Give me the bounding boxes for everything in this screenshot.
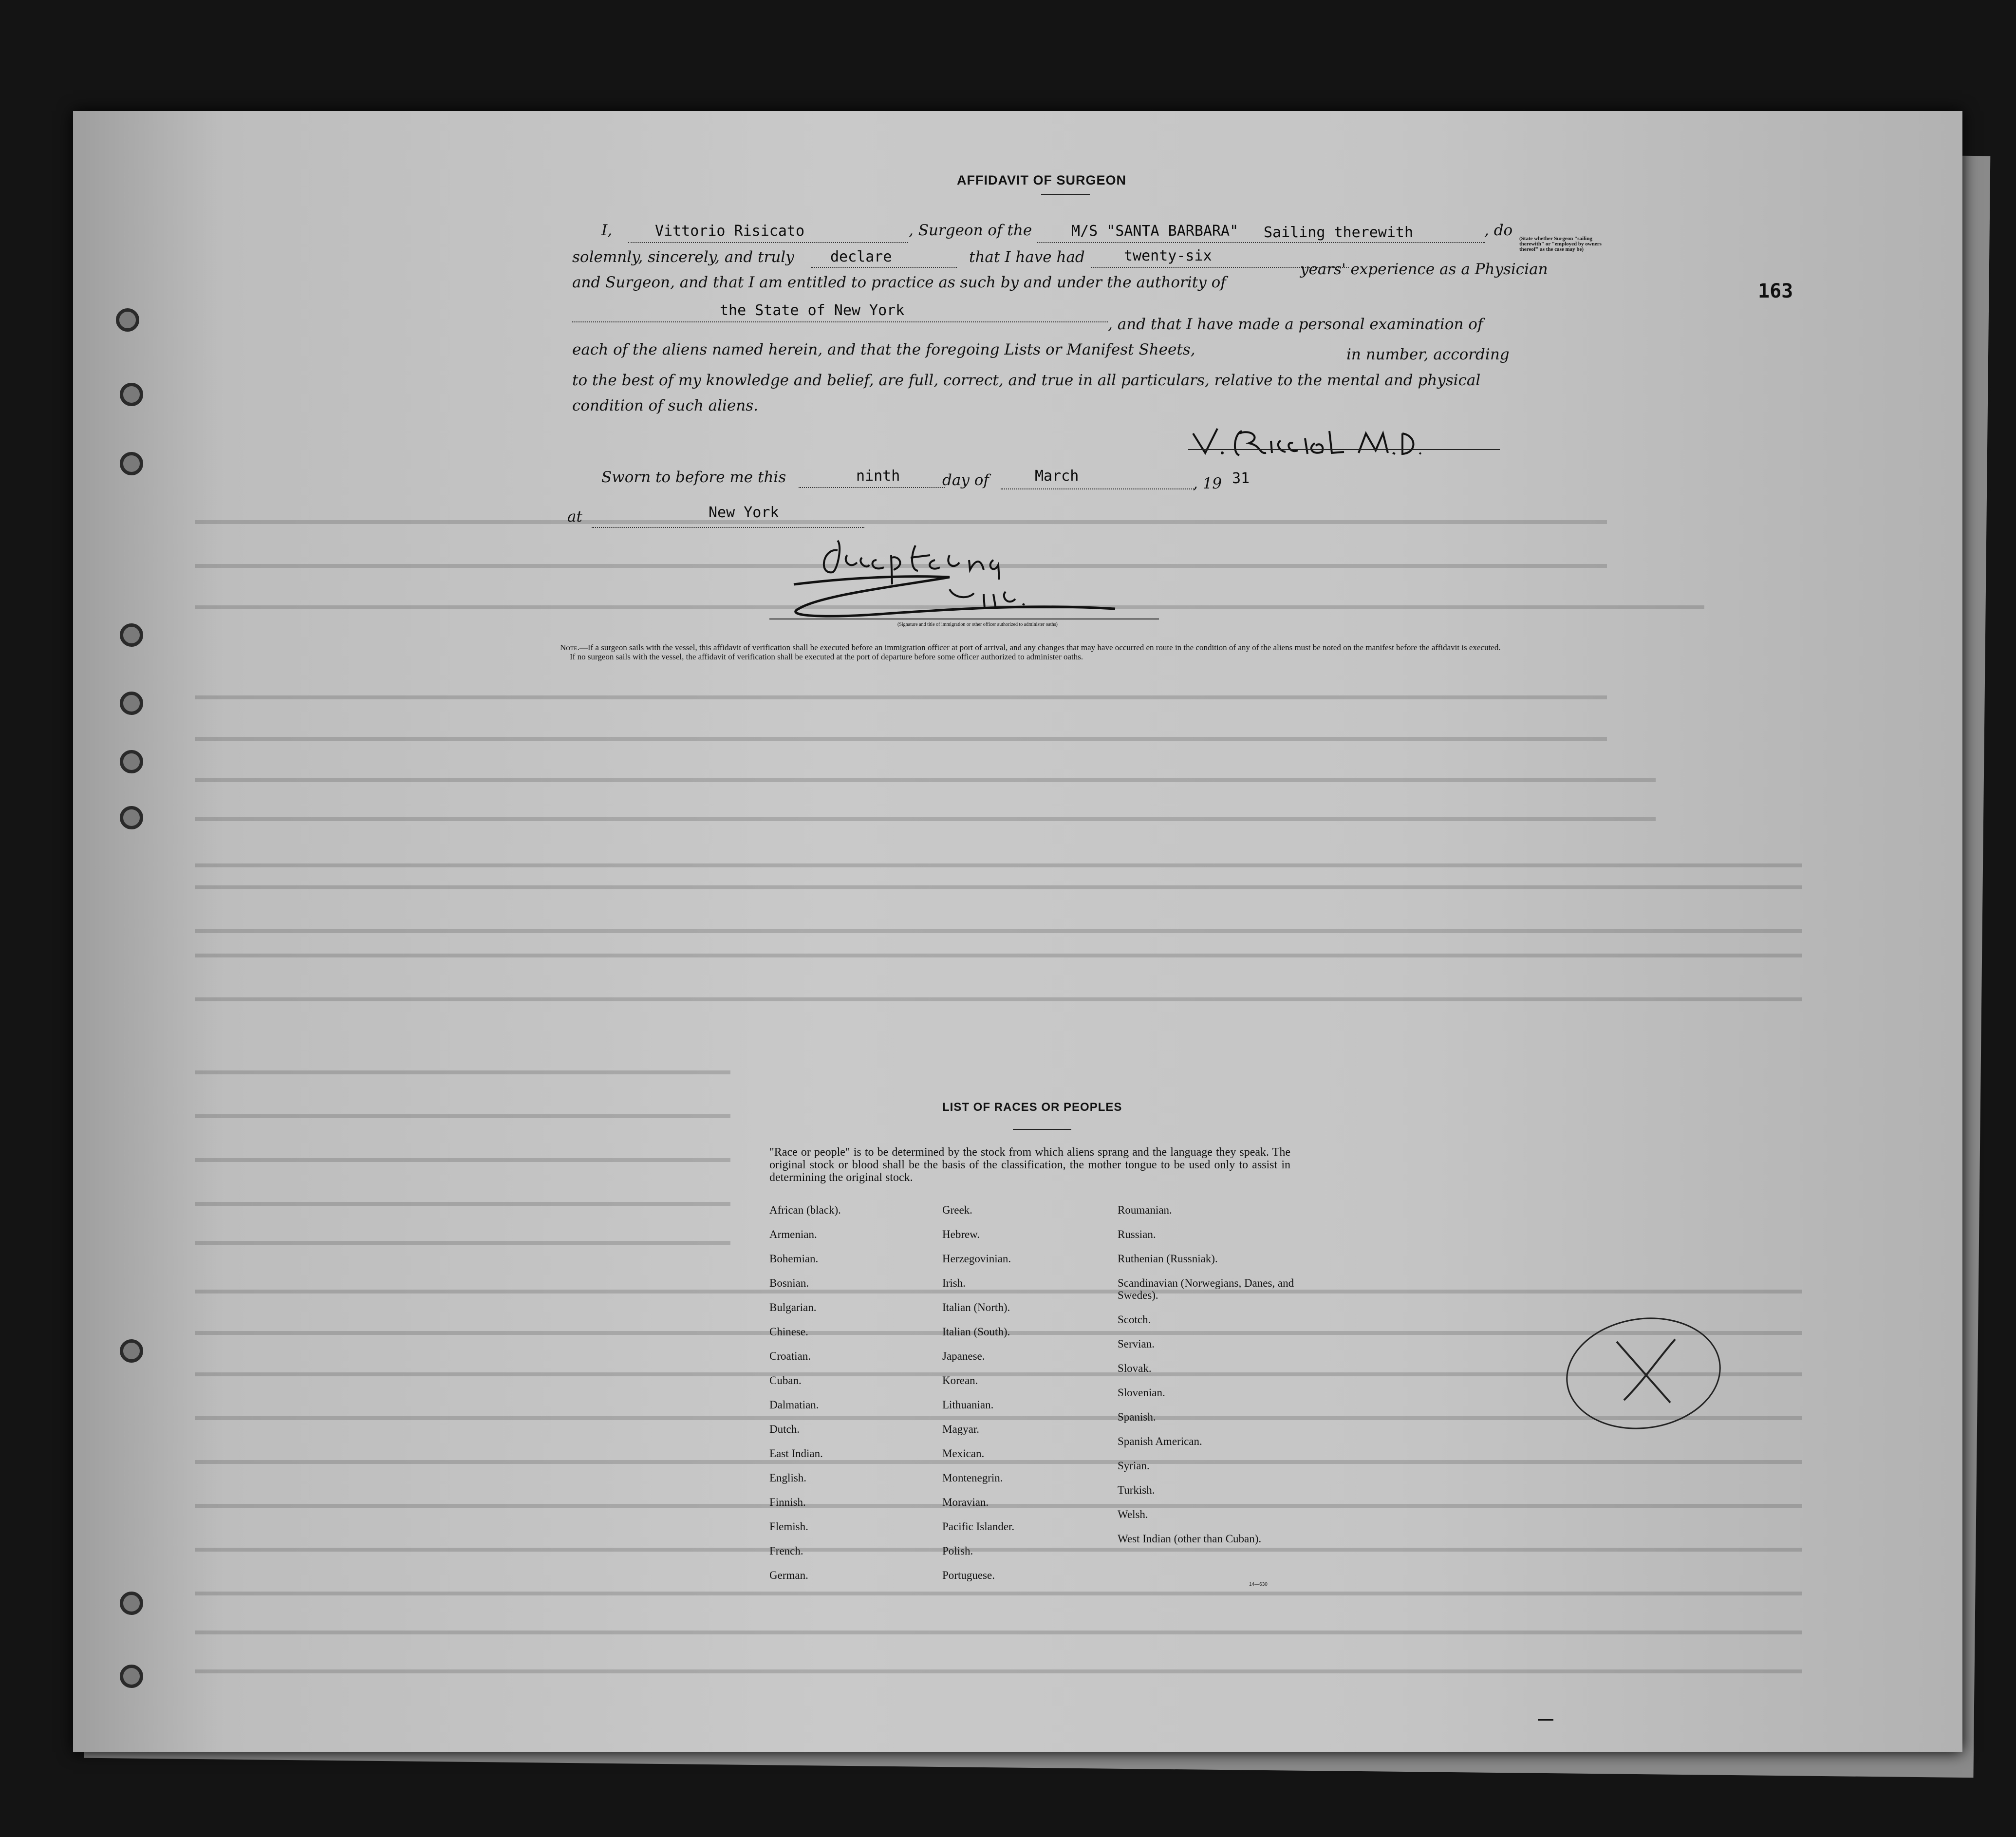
affidavit-l1-end: , do — [1484, 222, 1513, 239]
affidavit-l5-end: in number, according — [1346, 346, 1510, 363]
race-item: Croatian. — [769, 1350, 811, 1362]
race-item: Irish. — [942, 1277, 966, 1289]
affidavit-l3-end: years' experience as a Physician — [1300, 261, 1548, 278]
race-item: Armenian. — [769, 1228, 817, 1240]
race-item: Spanish. — [1118, 1411, 1156, 1423]
races-title-underline — [1013, 1129, 1071, 1130]
binder-hole — [120, 452, 143, 475]
race-item: French. — [769, 1545, 803, 1557]
page-number: 163 — [1758, 280, 1793, 302]
sworn-prefix: Sworn to before me this — [601, 469, 786, 486]
cut-mark — [1538, 1719, 1553, 1721]
race-item: Pacific Islander. — [942, 1520, 1015, 1533]
race-item: Magyar. — [942, 1423, 980, 1435]
affidavit-l6: to the best of my knowledge and belief, are full, correct, and true in all particulars, relative to the mental and physical — [572, 372, 1481, 389]
binder-hole — [120, 806, 143, 829]
race-item: Ruthenian (Russniak). — [1118, 1253, 1218, 1265]
race-item: Polish. — [942, 1545, 973, 1557]
form-code: 14—630 — [1249, 1582, 1268, 1587]
race-item: Turkish. — [1118, 1484, 1155, 1496]
race-item: Slovenian. — [1118, 1387, 1165, 1399]
race-item: Korean. — [942, 1374, 978, 1387]
binder-hole — [120, 1339, 143, 1363]
race-item: Roumanian. — [1118, 1204, 1172, 1216]
race-item: Moravian. — [942, 1496, 989, 1508]
surgeon-name: Vittorio Risicato — [655, 223, 805, 240]
fill-line — [1037, 242, 1485, 243]
race-item: Herzegovinian. — [942, 1253, 1011, 1265]
race-item: Dalmatian. — [769, 1399, 819, 1411]
races-column-3 — [1118, 1204, 1303, 1557]
affidavit-l1-mid: , Surgeon of the — [909, 222, 1032, 239]
sworn-day: ninth — [856, 468, 900, 485]
binder-hole — [120, 750, 143, 773]
race-item: Bulgarian. — [769, 1301, 817, 1313]
fill-line — [628, 242, 908, 243]
race-item: Cuban. — [769, 1374, 802, 1387]
race-item: Russian. — [1118, 1228, 1156, 1240]
binder-hole — [120, 692, 143, 715]
title-underline — [1041, 194, 1090, 195]
race-item: Flemish. — [769, 1520, 808, 1533]
race-item: Bosnian. — [769, 1277, 809, 1289]
affidavit-l2-start: solemnly, sincerely, and truly — [572, 248, 794, 266]
affidavit-l3-start: and Surgeon, and that I am entitled to practice as such by and under the authority of — [572, 274, 1226, 291]
binder-hole — [120, 1665, 143, 1688]
at-label: at — [567, 508, 582, 525]
affidavit-l7: condition of such aliens. — [572, 397, 759, 414]
day-of-label: day of — [942, 471, 989, 489]
sworn-year: 31 — [1232, 470, 1250, 487]
race-item: Mexican. — [942, 1447, 985, 1460]
race-item: Scandinavian (Norwegians, Danes, and Swedes). — [1118, 1277, 1294, 1301]
circled-x-stamp — [1561, 1312, 1726, 1434]
race-item: Spanish American. — [1118, 1435, 1202, 1447]
year-prefix: , 19 — [1193, 475, 1222, 492]
fill-line — [799, 487, 945, 488]
race-item: Lithuanian. — [942, 1399, 994, 1411]
binder-hole — [116, 308, 139, 332]
affidavit-title: AFFIDAVIT OF SURGEON — [957, 173, 1126, 187]
authority: the State of New York — [720, 302, 905, 319]
sworn-place: New York — [709, 504, 779, 521]
race-item: Syrian. — [1118, 1460, 1150, 1472]
binder-hole — [120, 1592, 143, 1615]
affidavit-l5-start: each of the aliens named herein, and that the foregoing Lists or Manifest Sheets, — [572, 341, 1195, 358]
fill-line — [1001, 488, 1195, 489]
race-item: Dutch. — [769, 1423, 800, 1435]
signature-line — [1188, 449, 1500, 450]
race-item: Montenegrin. — [942, 1472, 1003, 1484]
binder-hole — [120, 383, 143, 406]
fill-line — [811, 267, 957, 268]
races-title: LIST OF RACES OR PEOPLES — [942, 1101, 1122, 1114]
sailing-note: (State whether Surgeon "sailing therewith" or "employed by owners thereof" as the case may be) — [1519, 236, 1602, 252]
fill-line — [572, 321, 1108, 322]
race-item: Welsh. — [1118, 1508, 1148, 1520]
race-item: Finnish. — [769, 1496, 806, 1508]
race-item: Slovak. — [1118, 1362, 1152, 1374]
vessel-name: M/S "SANTA BARBARA" — [1071, 223, 1239, 240]
race-item: English. — [769, 1472, 807, 1484]
race-item: East Indian. — [769, 1447, 823, 1460]
race-item: West Indian (other than Cuban). — [1118, 1533, 1262, 1545]
note-text-1: —If a surgeon sails with the vessel, this affidavit of verification shall be executed before an immigration officer at port of arrival, and any changes that may have occurred en route in the condition of any of the aliens must be noted on the manifest before the affidavit is executed. — [579, 643, 1501, 652]
years-experience: twenty-six — [1124, 247, 1212, 264]
race-item: Hebrew. — [942, 1228, 980, 1240]
races-column-1 — [769, 1204, 841, 1593]
race-item: Greek. — [942, 1204, 972, 1216]
affidavit-note — [560, 643, 1505, 661]
affidavit-l4-end: , and that I have made a personal examination of — [1108, 316, 1483, 333]
race-item: Chinese. — [769, 1326, 808, 1338]
sworn-month: March — [1035, 468, 1079, 485]
surgeon-status: Sailing therewith — [1264, 224, 1414, 241]
binder-hole — [120, 623, 143, 647]
fill-line — [592, 527, 864, 528]
race-item: Scotch. — [1118, 1313, 1151, 1326]
declare-word: declare — [830, 248, 892, 265]
affidavit-l2-mid: that I have had — [969, 248, 1085, 266]
race-item: Bohemian. — [769, 1253, 819, 1265]
races-column-2 — [942, 1204, 1014, 1593]
race-item: German. — [769, 1569, 808, 1581]
race-item: Japanese. — [942, 1350, 985, 1362]
note-text-2: If no surgeon sails with the vessel, the affidavit of verification shall be executed at the port of departure before some officer authorized to administer oaths. — [570, 652, 1083, 661]
race-item: African (black). — [769, 1204, 841, 1216]
surgeon-signature — [1188, 419, 1432, 463]
note-label: Note. — [560, 643, 579, 652]
affidavit-l1-prefix: I, — [601, 222, 613, 239]
race-item: Italian (North). — [942, 1301, 1010, 1313]
races-intro: "Race or people" is to be determined by the stock from which aliens sprang and the language they speak. The original stock or blood shall be the basis of the classification, the mother tongue to be used only to assist in determining the original stock. — [769, 1146, 1290, 1184]
race-item: Servian. — [1118, 1338, 1155, 1350]
race-item: Italian (South). — [942, 1326, 1010, 1338]
officer-caption: (Signature and title of immigration or other officer authorized to administer oaths) — [897, 622, 1058, 627]
race-item: Portuguese. — [942, 1569, 995, 1581]
